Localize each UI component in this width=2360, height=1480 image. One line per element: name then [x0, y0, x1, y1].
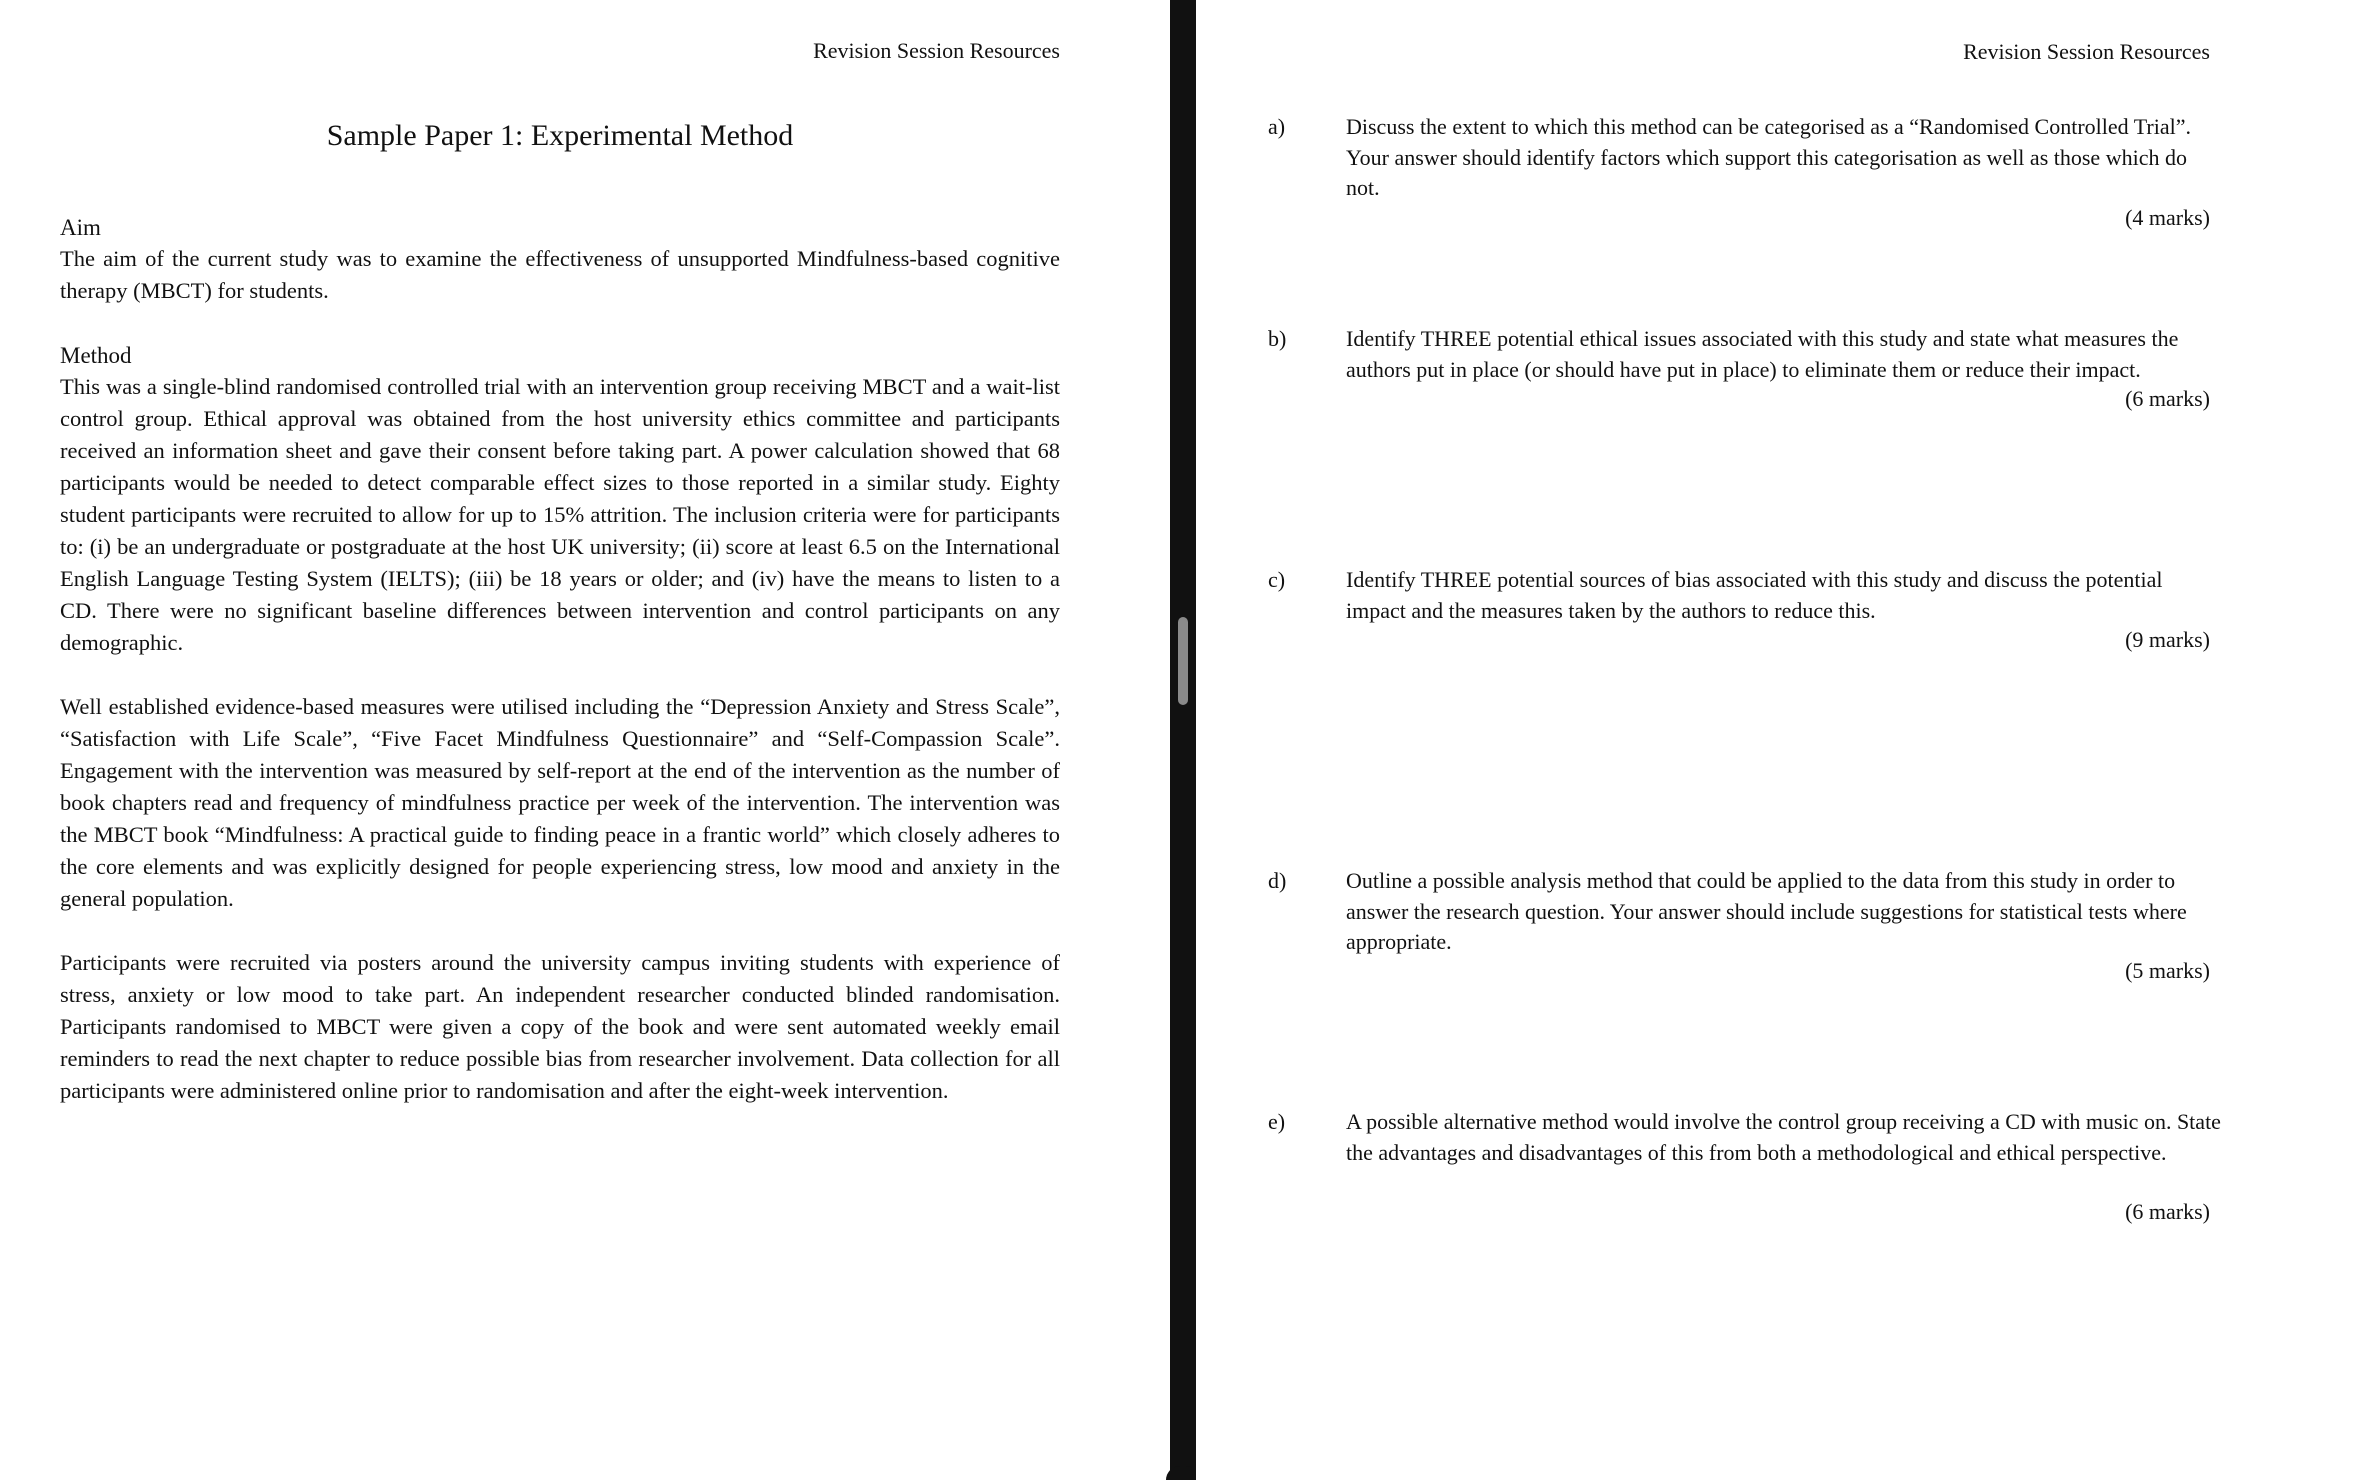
page-divider — [1170, 0, 1196, 1480]
question-text: Identify THREE potential sources of bias associated with this study and discuss the potential impact and the measures taken by the authors to reduce this. — [1346, 567, 2163, 623]
question-label: b) — [1268, 326, 1287, 351]
question-text: Outline a possible analysis method that could be applied to the data from this study in order to answer the research question. Your answer should include suggestions for statistical tests where appropriate. — [1346, 868, 2187, 954]
question-label: c) — [1268, 567, 1286, 592]
question-marks: (6 marks) — [2125, 1199, 2210, 1224]
running-header-left: Revision Session Resources — [813, 38, 1060, 63]
question-marks: (6 marks) — [2125, 386, 2210, 411]
page-title: Sample Paper 1: Experimental Method — [326, 119, 794, 152]
left-page — [0, 0, 1170, 1480]
question-text: Discuss the extent to which this method can be categorised as a “Randomised Controlled Trial”. Your answer should identify factors which support this categorisation as well as those which do not. — [1346, 114, 2191, 200]
aim-heading: Aim — [60, 215, 101, 240]
method-paragraph-3: Participants were recruited via posters around the university campus inviting students with experience of stress, anxiety or low mood to take part. An independent researcher conducted blinded randomisation. Participants randomised to MBCT were given a copy of the book and were sent automated weekly email reminders to read the next chapter to reduce possible bias from researcher involvement. Data collection for all participants were administered online prior to randomisation and after the eight-week intervention. — [60, 950, 1060, 1103]
question-label: d) — [1268, 868, 1287, 893]
split-view-handle[interactable] — [1178, 617, 1188, 705]
right-page — [1196, 0, 2360, 1480]
question-label: a) — [1268, 114, 1286, 139]
method-heading: Method — [60, 343, 132, 368]
method-paragraph-2: Well established evidence-based measures were utilised including the “Depression Anxiety and Stress Scale”, “Satisfaction with Life Scale”, “Five Facet Mindfulness Questionnaire” and “Self-Compassion Scale”. Engagement with the intervention was measured by self-report at the end of the intervention as the number of book chapters read and frequency of mindfulness practice per week of the intervention. The intervention was the MBCT book “Mindfulness: A practical guide to finding peace in a frantic world” which closely adheres to the core elements and was explicitly designed for people experiencing stress, low mood and anxiety in the general population. — [60, 694, 1060, 911]
question-marks: (4 marks) — [2125, 205, 2210, 230]
question-label: e) — [1268, 1109, 1286, 1134]
question-text: Identify THREE potential ethical issues associated with this study and state what measures the authors put in place (or should have put in place) to eliminate them or reduce their impact. — [1346, 326, 2179, 382]
running-header-right: Revision Session Resources — [1963, 39, 2210, 64]
aim-text: The aim of the current study was to examine the effectiveness of unsupported Mindfulness-based cognitive therapy (MBCT) for students. — [60, 246, 1060, 303]
method-paragraph-1: This was a single-blind randomised controlled trial with an intervention group receiving MBCT and a wait-list control group. Ethical approval was obtained from the host university ethics committee and participants received an information sheet and gave their consent before taking part. A power calculation showed that 68 participants would be needed to detect comparable effect sizes to those reported in a similar study. Eighty student participants were recruited to allow for up to 15% attrition. The inclusion criteria were for participants to: (i) be an undergraduate or postgraduate at the host UK university; (ii) score at least 6.5 on the International English Language Testing System (IELTS); (iii) be 18 years or older; and (iv) have the means to listen to a CD. There were no significant baseline differences between intervention and control participants on any demographic. — [60, 374, 1060, 655]
question-marks: (5 marks) — [2125, 958, 2210, 983]
question-marks: (9 marks) — [2125, 627, 2210, 652]
question-text: A possible alternative method would involve the control group receiving a CD with music on. State the advantages and disadvantages of this from both a methodological and ethical perspective. — [1346, 1109, 2221, 1165]
